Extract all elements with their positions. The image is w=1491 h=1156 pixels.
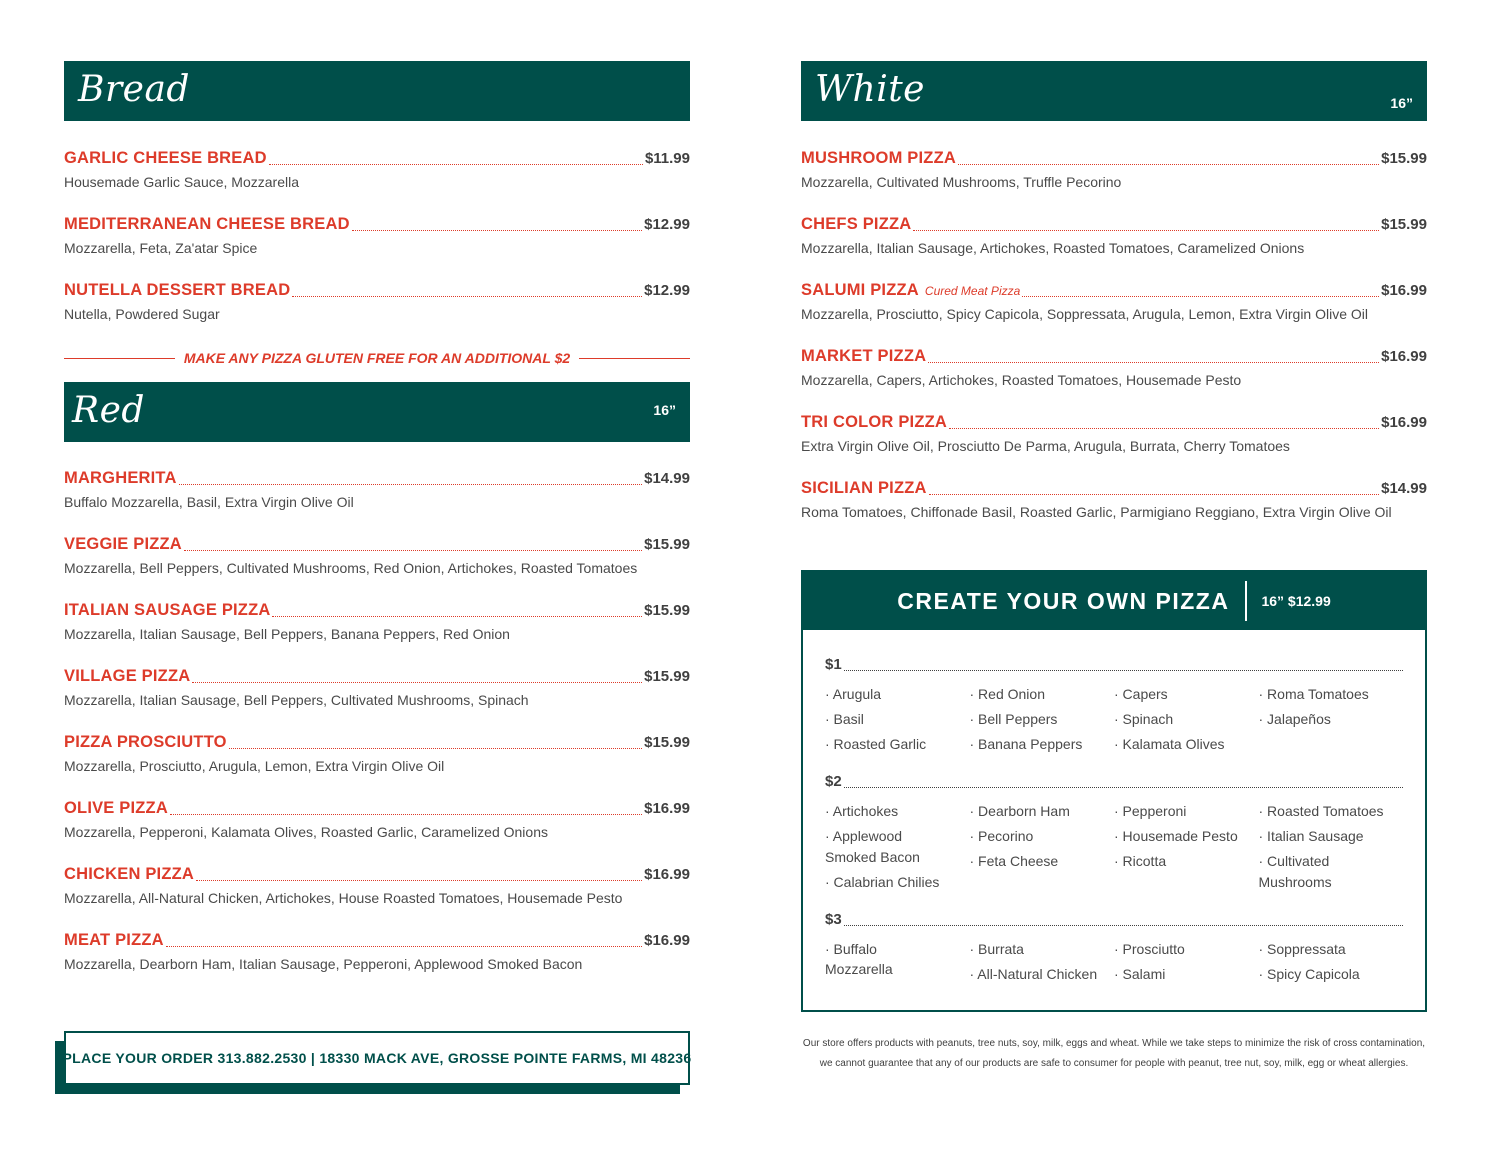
leader-dots — [272, 615, 642, 617]
topping-item: · Red Onion — [969, 686, 1045, 702]
item-price: $16.99 — [644, 800, 690, 817]
topping-column — [1114, 684, 1259, 759]
topping-item: · Dearborn Ham — [969, 803, 1070, 819]
create-your-own-price: 16” $12.99 — [1261, 593, 1331, 609]
topping-column — [1259, 939, 1404, 989]
topping-item: · Prosciutto — [1114, 940, 1185, 957]
topping-item: · Cultivated Mushrooms — [1258, 853, 1332, 890]
left-column — [64, 61, 690, 997]
allergy-notice: Our store offers products with peanuts, tree nuts, soy, milk, eggs and wheat. While we take steps to minimize the risk of cross contamination, we cannot guarantee that any of our products are safe to consumer for people with peanut, tree nut, soy, milk, egg or wheat allergies. — [802, 1038, 1426, 1069]
bread-items — [64, 149, 690, 324]
item-name: VILLAGE PIZZA — [64, 667, 191, 685]
topping-column — [1114, 801, 1259, 897]
menu-item — [801, 347, 1427, 390]
item-name: GARLIC CHEESE BREAD — [64, 149, 267, 167]
white-items — [801, 149, 1427, 522]
white-section-header — [801, 61, 1427, 121]
create-your-own-title: CREATE YOUR OWN PIZZA — [897, 587, 1230, 614]
item-name: MEDITERRANEAN CHEESE BREAD — [64, 215, 350, 233]
item-description: Mozzarella, Italian Sausage, Bell Peppers, Cultivated Mushrooms, Spinach — [64, 692, 529, 708]
item-name: SALUMI PIZZA — [801, 281, 919, 299]
leader-dots — [196, 879, 642, 881]
menu-item — [64, 535, 690, 578]
topping-item: · Arugula — [825, 686, 882, 702]
item-price: $16.99 — [1381, 282, 1427, 299]
item-price: $15.99 — [644, 668, 690, 685]
menu-item — [64, 667, 690, 710]
topping-item: · Soppressata — [1258, 940, 1346, 957]
item-price: $12.99 — [644, 282, 690, 299]
topping-item: · Housemade Pesto — [1114, 828, 1238, 844]
item-name: MEAT PIZZA — [64, 931, 164, 949]
topping-item: · Spicy Capicola — [1258, 965, 1360, 982]
topping-item: · Capers — [1114, 686, 1168, 702]
right-column — [801, 61, 1427, 545]
menu-item — [64, 149, 690, 192]
item-price: $14.99 — [644, 470, 690, 487]
topping-column — [970, 684, 1115, 759]
leader-dots — [352, 229, 642, 231]
gluten-free-banner — [64, 347, 690, 369]
leader-dots — [958, 163, 1379, 165]
toppings-body — [803, 630, 1425, 989]
topping-item: · Artichokes — [825, 803, 899, 819]
leader-dots — [844, 924, 1403, 926]
tier-price-label: $1 — [825, 656, 842, 673]
item-price: $15.99 — [1381, 216, 1427, 233]
topping-item: · Roasted Garlic — [825, 736, 927, 752]
item-price: $16.99 — [1381, 348, 1427, 365]
item-description: Mozzarella, Dearborn Ham, Italian Sausage, Pepperoni, Applewood Smoked Bacon — [64, 956, 583, 972]
tier-price-label: $2 — [825, 773, 842, 790]
item-description: Mozzarella, Italian Sausage, Bell Peppers, Banana Peppers, Red Onion — [64, 626, 510, 642]
item-name: MUSHROOM PIZZA — [801, 149, 956, 167]
item-name: VEGGIE PIZZA — [64, 535, 182, 553]
item-name: MARKET PIZZA — [801, 347, 927, 365]
topping-item: · Banana Peppers — [969, 736, 1083, 752]
create-your-own-header — [803, 572, 1425, 630]
topping-item: · Basil — [825, 711, 864, 727]
topping-item: · Spinach — [1114, 711, 1174, 727]
topping-item: · Feta Cheese — [969, 853, 1059, 869]
topping-tier — [825, 911, 1403, 989]
menu-item — [64, 215, 690, 258]
topping-item: · Jalapeños — [1258, 711, 1331, 727]
topping-item: · Burrata — [969, 940, 1024, 957]
topping-column — [825, 939, 970, 989]
item-name: CHEFS PIZZA — [801, 215, 912, 233]
topping-item: · Roma Tomatoes — [1258, 686, 1369, 702]
item-name: MARGHERITA — [64, 469, 177, 487]
topping-column — [1259, 801, 1404, 897]
red-size-label: 16” — [653, 402, 676, 418]
menu-item — [64, 469, 690, 512]
bread-section-title: Bread — [78, 69, 190, 110]
item-price: $15.99 — [644, 602, 690, 619]
leader-dots — [929, 493, 1379, 495]
topping-tier — [825, 773, 1403, 897]
topping-tier — [825, 656, 1403, 759]
bread-section-header — [64, 61, 690, 121]
item-name: OLIVE PIZZA — [64, 799, 168, 817]
topping-item: · Ricotta — [1114, 853, 1167, 869]
red-section-header — [64, 382, 690, 442]
order-banner — [55, 1031, 690, 1094]
leader-dots — [949, 427, 1379, 429]
topping-item: · Bell Peppers — [969, 711, 1058, 727]
menu-item — [64, 601, 690, 644]
item-description: Mozzarella, Italian Sausage, Artichokes, Roasted Tomatoes, Caramelized Onions — [801, 240, 1305, 256]
order-banner-box — [64, 1031, 690, 1085]
menu-item — [801, 479, 1427, 522]
leader-dots — [179, 483, 643, 485]
item-description: Mozzarella, All-Natural Chicken, Artichokes, House Roasted Tomatoes, Housemade Pesto — [64, 890, 623, 906]
menu-item — [64, 281, 690, 324]
topping-column — [1114, 939, 1259, 989]
item-price: $15.99 — [644, 536, 690, 553]
item-description: Mozzarella, Prosciutto, Arugula, Lemon, Extra Virgin Olive Oil — [64, 758, 445, 774]
topping-item: · Salami — [1114, 965, 1166, 982]
leader-dots — [844, 669, 1403, 671]
topping-item: · Pecorino — [969, 828, 1034, 844]
leader-dots — [913, 229, 1379, 231]
item-price: $11.99 — [644, 150, 690, 167]
item-price: $15.99 — [1381, 150, 1427, 167]
item-description: Housemade Garlic Sauce, Mozzarella — [64, 174, 299, 190]
leader-dots — [170, 813, 642, 815]
item-description: Roma Tomatoes, Chiffonade Basil, Roasted Garlic, Parmigiano Reggiano, Extra Virgin Olive Oil — [801, 504, 1392, 520]
item-name: TRI COLOR PIZZA — [801, 413, 947, 431]
item-description: Mozzarella, Bell Peppers, Cultivated Mushrooms, Red Onion, Artichokes, Roasted Tomatoes — [64, 560, 638, 576]
item-description: Mozzarella, Pepperoni, Kalamata Olives, Roasted Garlic, Caramelized Onions — [64, 824, 548, 840]
item-description: Mozzarella, Prosciutto, Spicy Capicola, Soppressata, Arugula, Lemon, Extra Virgin Olive Oil — [801, 306, 1368, 322]
create-your-own-box — [801, 570, 1427, 1012]
topping-column — [825, 801, 970, 897]
item-description: Buffalo Mozzarella, Basil, Extra Virgin Olive Oil — [64, 494, 354, 510]
leader-dots — [269, 163, 643, 165]
item-price: $14.99 — [1381, 480, 1427, 497]
topping-item: · Calabrian Chilies — [825, 873, 940, 890]
item-price: $12.99 — [644, 216, 690, 233]
item-description: Mozzarella, Capers, Artichokes, Roasted Tomatoes, Housemade Pesto — [801, 372, 1242, 388]
menu-item — [801, 149, 1427, 192]
topping-item: · Pepperoni — [1114, 803, 1187, 819]
red-items — [64, 469, 690, 974]
menu-item — [64, 799, 690, 842]
item-description: Extra Virgin Olive Oil, Prosciutto De Parma, Arugula, Burrata, Cherry Tomatoes — [801, 438, 1290, 454]
menu-item — [801, 281, 1427, 324]
topping-column — [970, 939, 1115, 989]
menu-item — [801, 413, 1427, 456]
white-size-label: 16” — [1390, 95, 1413, 111]
leader-dots — [844, 786, 1403, 788]
item-name: SICILIAN PIZZA — [801, 479, 927, 497]
topping-item: · Buffalo Mozzarella — [825, 940, 893, 977]
menu-item — [64, 865, 690, 908]
tier-price-label: $3 — [825, 910, 842, 928]
item-name: PIZZA PROSCIUTTO — [64, 733, 227, 751]
order-info-text: PLACE YOUR ORDER 313.882.2530 | 18330 MACK AVE, GROSSE POINTE FARMS, MI 48236 — [62, 1050, 692, 1066]
leader-dots — [928, 361, 1379, 363]
white-section-title: White — [815, 69, 925, 110]
red-section-title: Red — [72, 390, 145, 431]
topping-item: · Applewood Smoked Bacon — [825, 828, 920, 865]
item-price: $16.99 — [644, 932, 690, 949]
leader-dots — [166, 945, 642, 947]
item-price: $15.99 — [644, 734, 690, 751]
header-divider — [1245, 581, 1247, 621]
item-price: $16.99 — [1381, 414, 1427, 431]
gluten-free-note: MAKE ANY PIZZA GLUTEN FREE FOR AN ADDITIONAL $2 — [183, 350, 571, 366]
divider-line — [579, 358, 690, 359]
item-price: $16.99 — [644, 866, 690, 883]
leader-dots — [184, 549, 642, 551]
topping-item: · Kalamata Olives — [1114, 736, 1225, 752]
item-description: Mozzarella, Feta, Za'atar Spice — [64, 240, 258, 256]
leader-dots — [1022, 295, 1379, 297]
topping-column — [1259, 684, 1404, 759]
item-name: CHICKEN PIZZA — [64, 865, 195, 883]
topping-item: · Roasted Tomatoes — [1258, 803, 1384, 819]
leader-dots — [292, 295, 642, 297]
topping-item: · Italian Sausage — [1258, 828, 1364, 844]
menu-item — [64, 931, 690, 974]
item-name: ITALIAN SAUSAGE PIZZA — [64, 601, 271, 619]
topping-column — [970, 801, 1115, 897]
item-description: Nutella, Powdered Sugar — [64, 306, 220, 322]
menu-item — [64, 733, 690, 776]
item-description: Mozzarella, Cultivated Mushrooms, Truffle Pecorino — [801, 174, 1122, 190]
topping-item: · All-Natural Chicken — [969, 965, 1098, 982]
item-name: NUTELLA DESSERT BREAD — [64, 281, 291, 299]
leader-dots — [229, 747, 642, 749]
menu-item — [801, 215, 1427, 258]
leader-dots — [192, 681, 642, 683]
topping-column — [825, 684, 970, 759]
item-note: Cured Meat Pizza — [924, 284, 1021, 298]
divider-line — [64, 358, 175, 359]
